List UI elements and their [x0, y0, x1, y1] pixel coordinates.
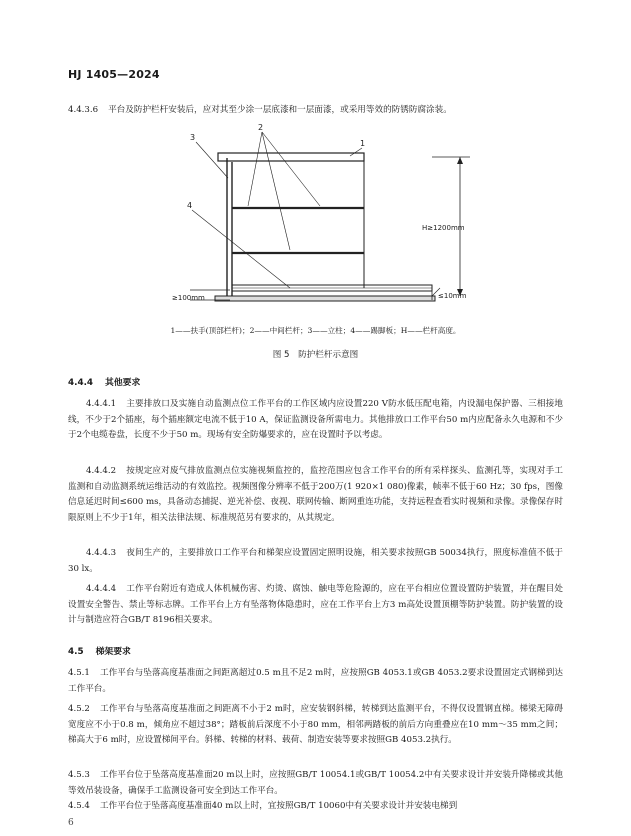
clause-text: 按规定应对废气排放监测点位实施视频监控的，监控范围应包含工作平台的所有采样探头、监测孔等，实现对手工监测和自动监测系统运维活动的有效监控。视频图像分辨率不低于200万(1 920×1 080)像素，帧率不低于60 Hz；30 fps，图像信息延迟时间≤600 ms，具备动态捕捉、逆光补偿、夜视、联网传输、断网重连功能，支持远程查看实时视频和录像。录像保存时限原则上不少于1年，相关法律法规、标准规范另有要求的，从其规定。 [68, 466, 563, 523]
clause-text: 主要排放口及实施自动监测点位工作平台的工作区域内应设置220 V防水低压配电箱，内设漏电保护器、三相接地线，不少于2个插座，每个插座额定电流不低于10 A，保证监测设备所需电力。其他排放口工作平台50 m内应配备永久电源和不少于2个电缆卷盘，长度不少于50 m。现场有安全防爆要求的，应在设置时予以考虑。 [68, 399, 563, 440]
section-number: 4.4.4 [68, 378, 94, 388]
callout-4: 4 [187, 201, 193, 210]
clause-text: 工作平台与坠落高度基准面之间距离不小于2 m时，应安装钢斜梯，转梯到达监测平台，不得仅设置钢直梯。梯梁无障碍宽度应不小于0.8 m，倾角应不超过38°；踏板前后深度不小于80 mm，相邻两踏板的前后方向重叠应在10 mm～35 mm之间；梯高大于6 m时，应设置梯间平台。斜梯、转梯的材料、载荷、制造安装等要求按照GB 4053.2执行。 [68, 704, 563, 745]
clause-4-5-2 [68, 702, 563, 749]
top-rail [218, 153, 364, 161]
platform-floor [215, 296, 435, 301]
clause-4-4-4-3 [68, 546, 563, 577]
section-4-5 [68, 644, 131, 657]
callout-1: 1 [360, 139, 366, 148]
clause-4-5-4 [68, 799, 563, 815]
clause-text: 工作平台附近有造成人体机械伤害、灼烫、腐蚀、触电等危险源的，应在平台相应位置设置防护装置，并在醒目处设置安全警告、禁止等标志牌。工作平台上方有坠落物体隐患时，应在工作平台上方3 m高处设置顶棚等防护装置。防护装置的设计与制造应符合GB/T 8196相关要求。 [68, 584, 563, 625]
clause-4-5-3 [68, 768, 563, 799]
height-label: H≥1200mm [422, 224, 465, 232]
clause-4-4-4-4 [68, 582, 563, 629]
clause-4-5-1 [68, 666, 563, 697]
clause-4-4-3-6 [68, 103, 563, 119]
clause-number: 4.5.1 [68, 668, 90, 678]
callout-3: 3 [190, 133, 196, 142]
clause-4-4-4-2 [68, 464, 563, 526]
clause-number: 4.4.4.4 [86, 584, 117, 594]
clause-number: 4.5.2 [68, 704, 90, 714]
section-title: 其他要求 [105, 378, 141, 388]
clause-text: 工作平台位于坠落高度基准面40 m以上时，宜按照GB/T 10060中有关要求设计并安装电梯到 [99, 801, 458, 811]
clause-text: 工作平台位于坠落高度基准面20 m以上时，应按照GB/T 10054.1或GB/T 10054.2中有关要求设计并安装升降梯或其他等效吊装设备，确保手工监测设备可安全到达工作平台。 [68, 770, 563, 796]
callout-2: 2 [258, 123, 264, 132]
figure-legend: 1——扶手(顶部栏杆)；2——中间栏杆；3——立柱；4——踢脚板；H——栏杆高度。 [170, 326, 461, 335]
clause-4-4-4-1 [68, 397, 563, 444]
section-4-4-4 [68, 375, 140, 388]
toe-board-height-label: ≥100mm [172, 294, 205, 302]
figure-caption: 图 5 防护栏杆示意图 [272, 350, 359, 360]
standard-code: HJ 1405—2024 [68, 68, 160, 81]
guardrail-diagram [170, 118, 470, 318]
clause-number: 4.4.4.2 [86, 466, 117, 476]
section-number: 4.5 [68, 647, 84, 657]
clause-number: 4.5.4 [68, 801, 90, 811]
clause-number: 4.4.3.6 [68, 105, 99, 115]
clause-text: 夜间生产的，主要排放口工作平台和梯架应设置固定照明设施，相关要求按照GB 50034执行，照度标准值不低于30 lx。 [68, 548, 563, 574]
page-number: 6 [68, 818, 74, 828]
clause-text: 平台及防护栏杆安装后，应对其至少涂一层底漆和一层面漆，或采用等效的防锈防腐涂装。 [108, 105, 452, 115]
clause-number: 4.5.3 [68, 770, 90, 780]
gap-label: ≤10mm [438, 292, 467, 300]
clause-number: 4.4.4.1 [86, 399, 117, 409]
clause-number: 4.4.4.3 [86, 548, 117, 558]
clause-text: 工作平台与坠落高度基准面之间距离超过0.5 m且不足2 m时，应按照GB 4053.1或GB 4053.2要求设置固定式钢梯到达工作平台。 [68, 668, 563, 694]
section-title: 梯架要求 [95, 647, 131, 657]
